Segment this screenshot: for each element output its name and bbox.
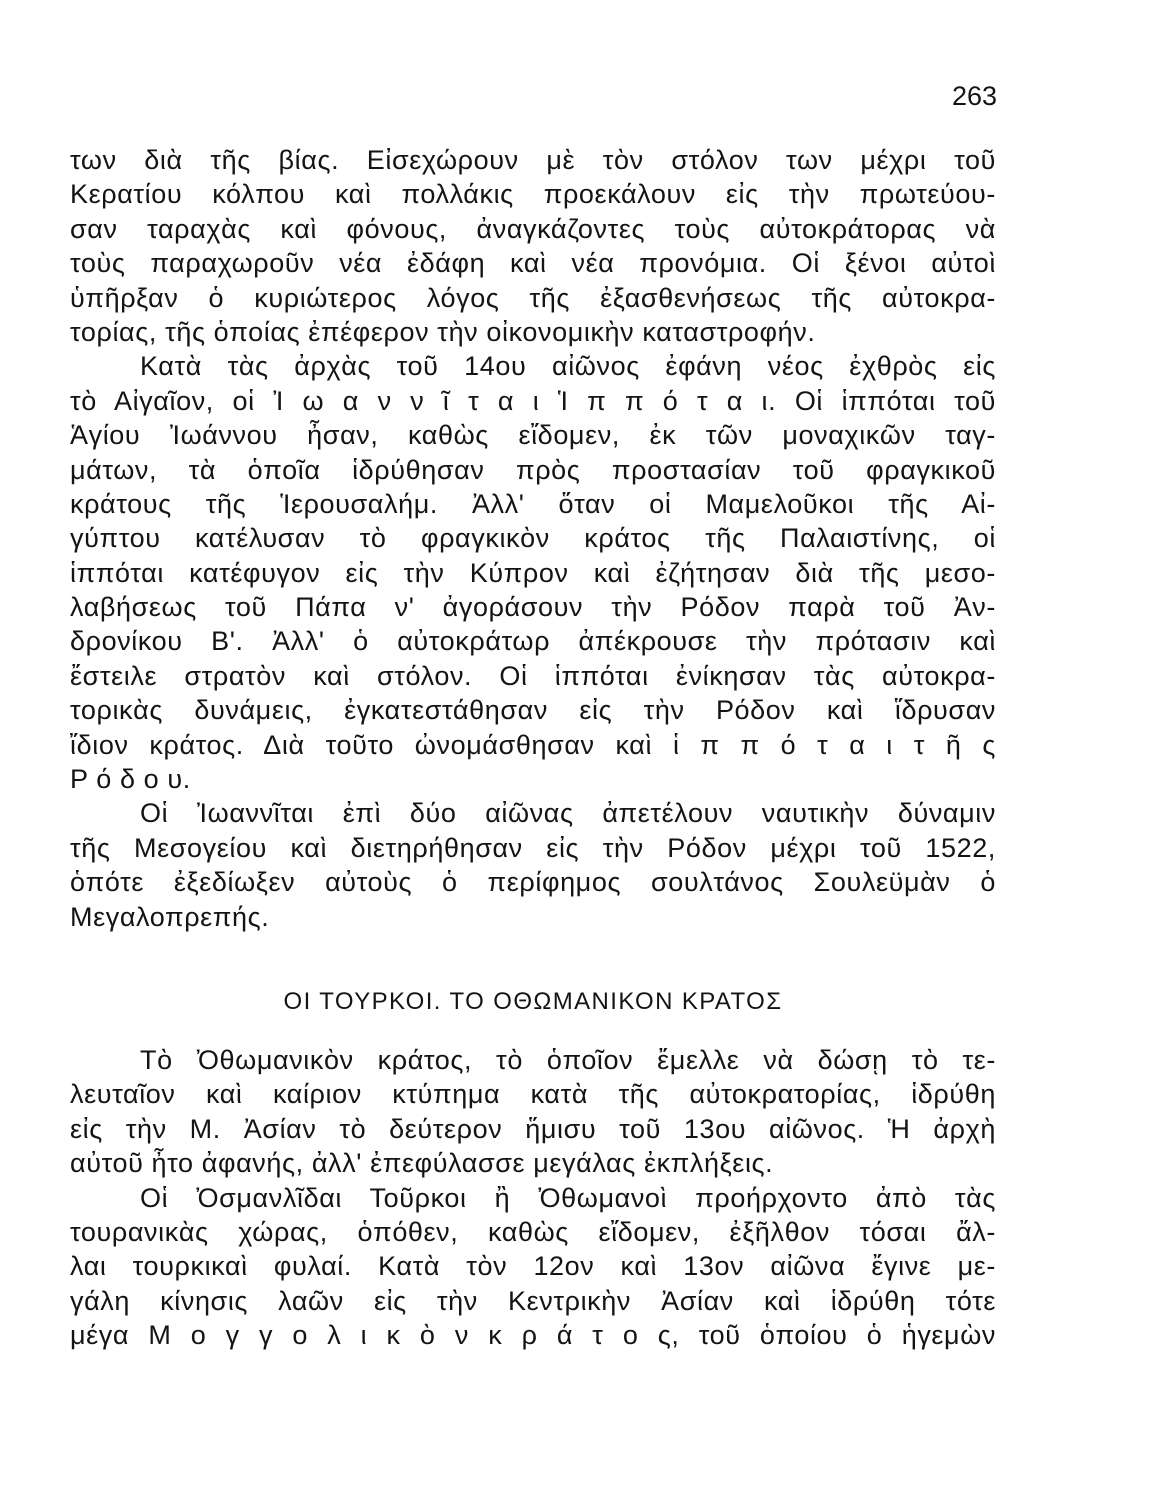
text-line: γύπτου κατέλυσαν τὸ φραγκικὸν κράτος τῆς Παλαιστίνης, οἱ — [70, 523, 996, 554]
text-line: Τὸ Ὀθωμανικὸν κράτος, τὸ ὁποῖον ἔμελλε νὰ δώσῃ τὸ τε- — [140, 1045, 996, 1075]
text-line: τορίας, τῆς ὁποίας ἐπέφερον τὴν οἰκονομικὴν καταστροφήν. — [70, 316, 816, 347]
text-line: ἔστειλε στρατὸν καὶ στόλον. Οἱ ἱππόται ἐνίκησαν τὰς αὐτοκρα- — [70, 660, 996, 691]
text-line: ἴδιον κράτος. Διὰ τοῦτο ὠνομάσθησαν καὶ ἱ π π ό τ α ι τ ῆ ς — [70, 729, 996, 760]
text-line: Κατὰ τὰς ἀρχὰς τοῦ 14ου αἰῶνος ἐφάνη νέος ἐχθρὸς εἰς — [140, 351, 996, 382]
text-line: Μεγαλοπρεπής. — [70, 901, 270, 932]
text-line: τορικὰς δυνάμεις, ἐγκατεστάθησαν εἰς τὴν Ρόδον καὶ ἵδρυσαν — [70, 695, 996, 726]
text-line: τοὺς παραχωροῦν νέα ἐδάφη καὶ νέα προνόμια. Οἱ ξένοι αὐτοὶ — [70, 248, 996, 279]
section-ottoman-state — [70, 1043, 996, 1353]
text-line: αὐτοῦ ἦτο ἀφανής, ἀλλ' ἐπεφύλασσε μεγάλας ἐκπλήξεις. — [70, 1148, 774, 1179]
section-crusader-knights — [70, 143, 996, 934]
text-line: λευταῖον καὶ καίριον κτύπημα κατὰ τῆς αὐτοκρατορίας, ἱδρύθη — [70, 1079, 996, 1110]
section-heading: ΟΙ ΤΟΥΡΚΟΙ. ΤΟ ΟΘΩΜΑΝΙΚΟΝ ΚΡΑΤΟΣ — [283, 988, 783, 1015]
text-line: Κερατίου κόλπου καὶ πολλάκις προεκάλουν εἰς τὴν πρωτεύου- — [70, 179, 996, 210]
text-line: ὑπῆρξαν ὁ κυριώτερος λόγος τῆς ἐξασθενήσεως τῆς αὐτοκρα- — [70, 282, 996, 313]
text-line: εἰς τὴν Μ. Ἀσίαν τὸ δεύτερον ἥμισυ τοῦ 13ου αἰῶνος. Ἡ ἀρχὴ — [70, 1113, 996, 1144]
text-line: τῆς Μεσογείου καὶ διετηρήθησαν εἰς τὴν Ρόδον μέχρι τοῦ 1522, — [70, 832, 996, 863]
text-line: Οἱ Ὀσμανλῖδαι Τοῦρκοι ἢ Ὀθωμανοὶ προήρχοντο ἀπὸ τὰς — [140, 1182, 996, 1213]
text-line: λαι τουρκικαὶ φυλαί. Κατὰ τὸν 12ον καὶ 13ον αἰῶνα ἔγινε με- — [70, 1251, 996, 1282]
text-line: μάτων, τὰ ὁποῖα ἱδρύθησαν πρὸς προστασίαν τοῦ φραγκικοῦ — [70, 454, 996, 485]
text-line: σαν ταραχὰς καὶ φόνους, ἀναγκάζοντες τοὺς αὐτοκράτορας νὰ — [70, 213, 996, 244]
text-line: ἱππόται κατέφυγον εἰς τὴν Κύπρον καὶ ἐζήτησαν διὰ τῆς μεσο- — [70, 557, 996, 588]
text-line: γάλη κίνησις λαῶν εἰς τὴν Κεντρικὴν Ἀσίαν καὶ ἱδρύθη τότε — [70, 1285, 996, 1316]
text-line: Οἱ Ἰωαννῖται ἐπὶ δύο αἰῶνας ἀπετέλουν ναυτικὴν δύναμιν — [140, 798, 996, 829]
page-number: 263 — [952, 81, 998, 111]
text-line: των διὰ τῆς βίας. Εἰσεχώρουν μὲ τὸν στόλον των μέχρι τοῦ — [70, 145, 996, 175]
text-line: δρονίκου Β'. Ἀλλ' ὁ αὐτοκράτωρ ἀπέκρουσε τὴν πρότασιν καὶ — [70, 626, 996, 657]
text-line: κράτους τῆς Ἱερουσαλήμ. Ἀλλ' ὅταν οἱ Μαμελοῦκοι τῆς Αἰ- — [70, 488, 996, 519]
text-line: τὸ Αἰγαῖον, οἱ Ἰ ω α ν ν ῖ τ α ι Ἱ π π ό τ α ι. Οἱ ἱππόται τοῦ — [70, 385, 996, 416]
text-line: τουρανικὰς χώρας, ὁπόθεν, καθὼς εἴδομεν, ἐξῆλθον τόσαι ἄλ- — [70, 1216, 996, 1247]
text-line: ὁπότε ἐξεδίωξεν αὐτοὺς ὁ περίφημος σουλτάνος Σουλεϋμὰν ὁ — [70, 867, 996, 898]
text-line: λαβήσεως τοῦ Πάπα ν' ἀγοράσουν τὴν Ρόδον παρὰ τοῦ Ἀν- — [70, 592, 996, 623]
text-line: Ρ ό δ ο υ. — [70, 764, 191, 795]
text-line: μέγα Μ ο γ γ ο λ ι κ ὸ ν κ ρ ά τ ο ς, τοῦ ὁποίου ὁ ἡγεμὼν — [70, 1320, 996, 1351]
text-line: Ἁγίου Ἰωάννου ἦσαν, καθὼς εἴδομεν, ἐκ τῶν μοναχικῶν ταγ- — [70, 420, 996, 451]
